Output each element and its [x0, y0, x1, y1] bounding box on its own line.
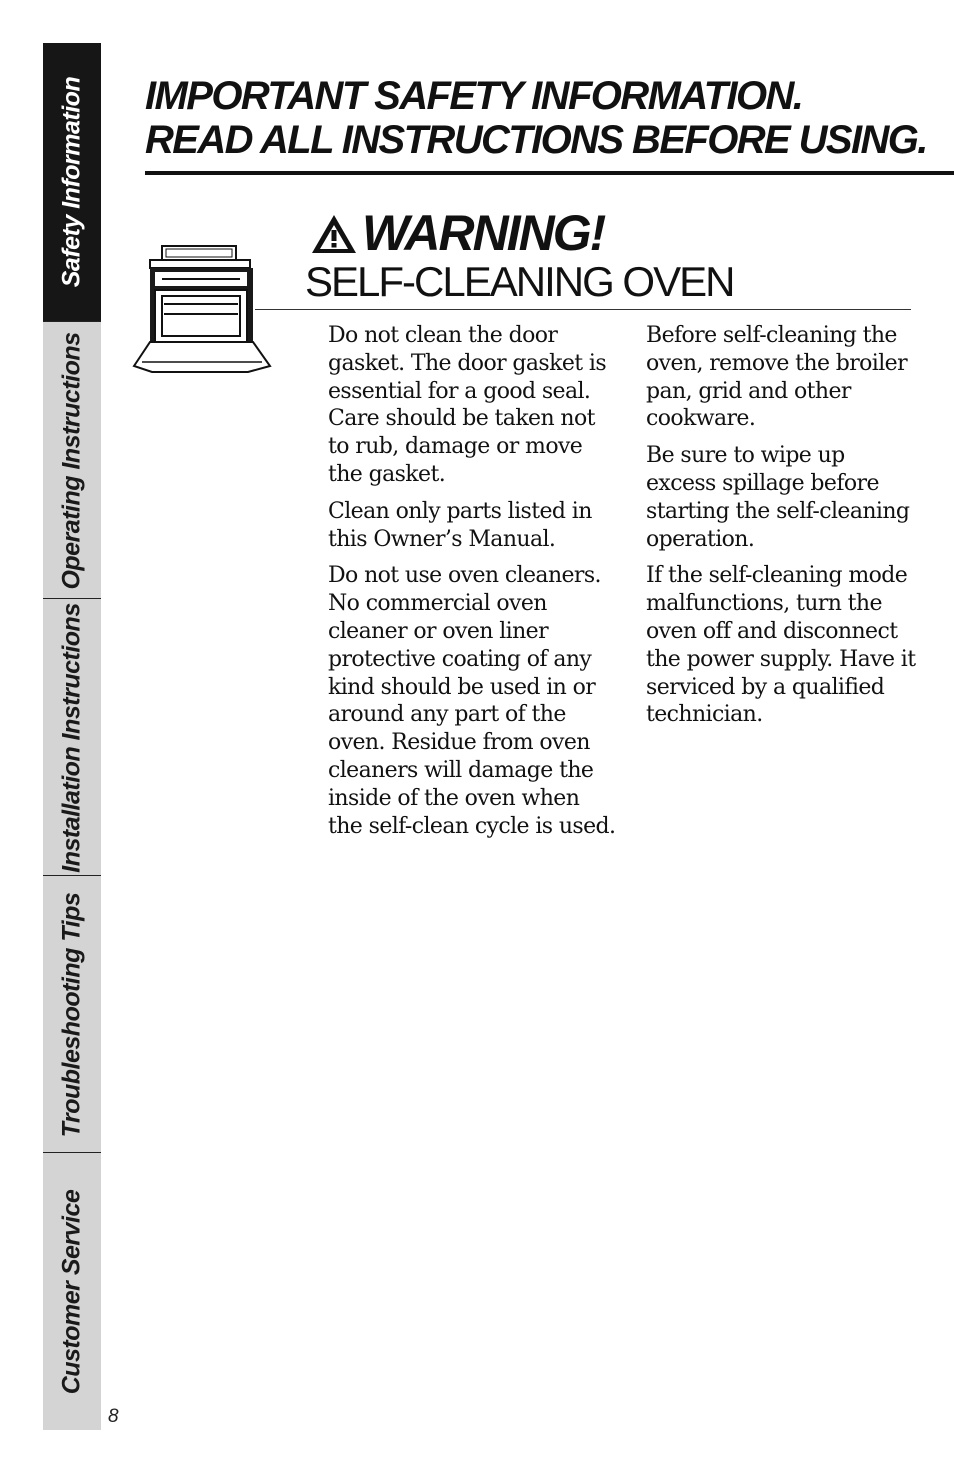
- headline-divider: [145, 171, 954, 175]
- tab-label: Operating Instructions: [57, 331, 86, 590]
- tab-customer-service[interactable]: [43, 1152, 101, 1430]
- section-tabs: [43, 43, 101, 1430]
- tab-safety-information[interactable]: [43, 43, 101, 321]
- page-number: 8: [108, 1406, 119, 1427]
- tab-label: Troubleshooting Tips: [57, 892, 86, 1137]
- warning-heading: [310, 204, 604, 262]
- subtitle-divider: [255, 309, 911, 310]
- tab-troubleshooting-tips[interactable]: [43, 875, 101, 1153]
- left-column: [328, 322, 618, 849]
- tab-installation-instructions[interactable]: [43, 598, 101, 876]
- tab-operating-instructions[interactable]: [43, 321, 101, 599]
- warning-triangle-icon: [310, 212, 358, 256]
- paragraph: Do not use oven cleaners. No commercial oven cleaner or oven liner protective coating of any kind should be used in or around any part of the oven. Residue from oven cleaners will damage the inside of the oven when the self-clean cycle is used.: [328, 563, 616, 839]
- tab-label: Safety Information: [57, 76, 86, 288]
- paragraph: Be sure to wipe up excess spillage before starting the self-cleaning operation.: [646, 443, 910, 552]
- paragraph: Clean only parts listed in this Owner’s Manual.: [328, 498, 592, 552]
- paragraph: Before self-cleaning the oven, remove the broiler pan, grid and other cookware.: [646, 323, 908, 432]
- headline-line-1: IMPORTANT SAFETY INFORMATION.: [145, 74, 803, 118]
- page-headline: [145, 74, 927, 162]
- paragraph: Do not clean the door gasket. The door gasket is essential for a good seal. Care should be taken not to rub, damage or move the gasket.: [328, 323, 607, 487]
- right-column: [646, 322, 916, 738]
- paragraph: If the self-cleaning mode malfunctions, turn the oven off and disconnect the power supply. Have it serviced by a qualified technician.: [646, 563, 916, 728]
- tab-label: Customer Service: [57, 1189, 86, 1394]
- warning-subtitle: SELF-CLEANING OVEN: [305, 258, 734, 305]
- warning-title: WARNING!: [362, 205, 605, 261]
- tab-label: Installation Instructions: [57, 602, 86, 873]
- headline-line-2: READ ALL INSTRUCTIONS BEFORE USING.: [145, 118, 927, 162]
- oven-icon: [128, 238, 276, 378]
